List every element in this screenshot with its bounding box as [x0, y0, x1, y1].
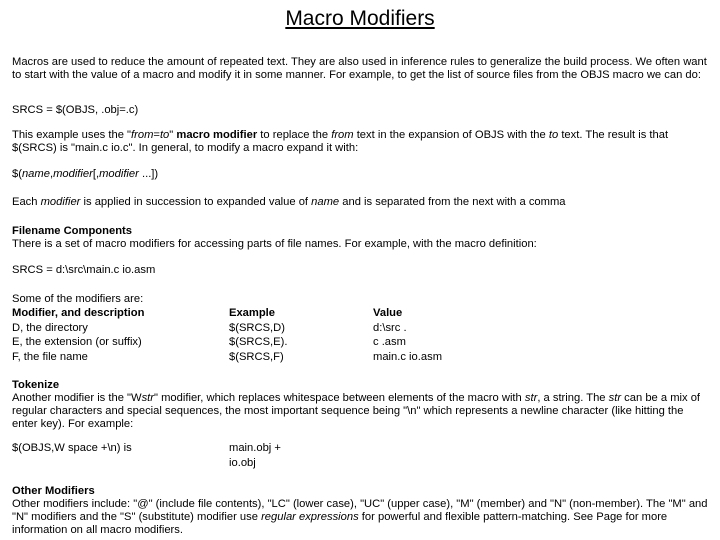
tokenize-paragraph: Another modifier is the "Wstr" modifier, which replaces whitespace between elements of the macro with str, a string. The str can be a mix of regular characters and special sequences, the most important sequence being "\n" which represents a newline character (like hitting the enter key). For example: — [12, 392, 701, 430]
table-cell: F, the file name — [12, 350, 88, 363]
example-column — [229, 307, 287, 365]
filename-srcs-example: SRCS = d:\src\main.c io.asm — [12, 264, 156, 276]
table-cell: D, the directory — [12, 321, 88, 334]
example-column-header: Example — [229, 307, 276, 319]
srcs-example: SRCS = $(OBJS, .obj=.c) — [12, 104, 139, 116]
value-column — [373, 307, 442, 365]
value-column-header: Value — [373, 307, 403, 319]
table-cell: $(SRCS,F) — [229, 350, 284, 363]
tokenize-result-line: main.obj + — [229, 442, 281, 454]
macro-modifier-term: macro modifier — [176, 129, 258, 141]
tokenize-result-line: io.obj — [229, 457, 256, 469]
modifier-column — [12, 307, 144, 365]
table-cell: $(SRCS,E). — [229, 336, 288, 348]
table-cell: main.c io.asm — [373, 350, 443, 363]
some-modifiers-label: Some of the modifiers are: — [12, 293, 144, 305]
tokenize-example: $(OBJS,W space +\n) is — [12, 442, 132, 454]
page-title: Macro Modifiers — [285, 7, 435, 30]
explain-paragraph: This example uses the "from=to" macro modifier to replace the from text in the expansion of OBJS with the to text. The result is that $(SRCS) is "main.c io.c". In general, to modify a macro expand it with: — [12, 129, 669, 154]
regular-expressions-term: regular expressions — [261, 511, 359, 523]
tokenize-result — [229, 442, 281, 472]
table-cell: d:\src . — [373, 321, 407, 334]
filename-components-text: There is a set of macro modifiers for accessing parts of file names. For example, with the macro definition: — [12, 238, 537, 250]
intro-paragraph: Macros are used to reduce the amount of repeated text. They are also used in inference rules to generalize the build process. We often want to start with the value of a macro and modify it in some manner. For example, to get the list of source files from the OBJS macro we can do: — [12, 56, 707, 81]
each-modifier-paragraph: Each modifier is applied in succession to expanded value of name and is separated from the next with a comma — [12, 196, 566, 208]
table-cell: E, the extension (or suffix) — [12, 336, 142, 348]
table-cell: $(SRCS,D) — [229, 321, 285, 334]
tokenize-heading: Tokenize — [12, 379, 60, 391]
table-cell: c .asm — [373, 336, 406, 348]
filename-components-heading: Filename Components — [12, 225, 132, 237]
other-modifiers-heading: Other Modifiers — [12, 485, 95, 497]
modifier-column-header: Modifier, and description — [12, 307, 145, 319]
modifier-syntax: $(name,modifier[,modifier ...]) — [12, 168, 159, 180]
other-modifiers-paragraph: Other modifiers include: "@" (include file contents), "LC" (lower case), "UC" (upper case), "M" (member) and "N" (non-member). The "M" and "N" modifiers and the "S" (substitute) modifier use regular expressions for powerful and flexible pattern-matching. See Page for more information on all macro modifiers. — [12, 498, 708, 536]
